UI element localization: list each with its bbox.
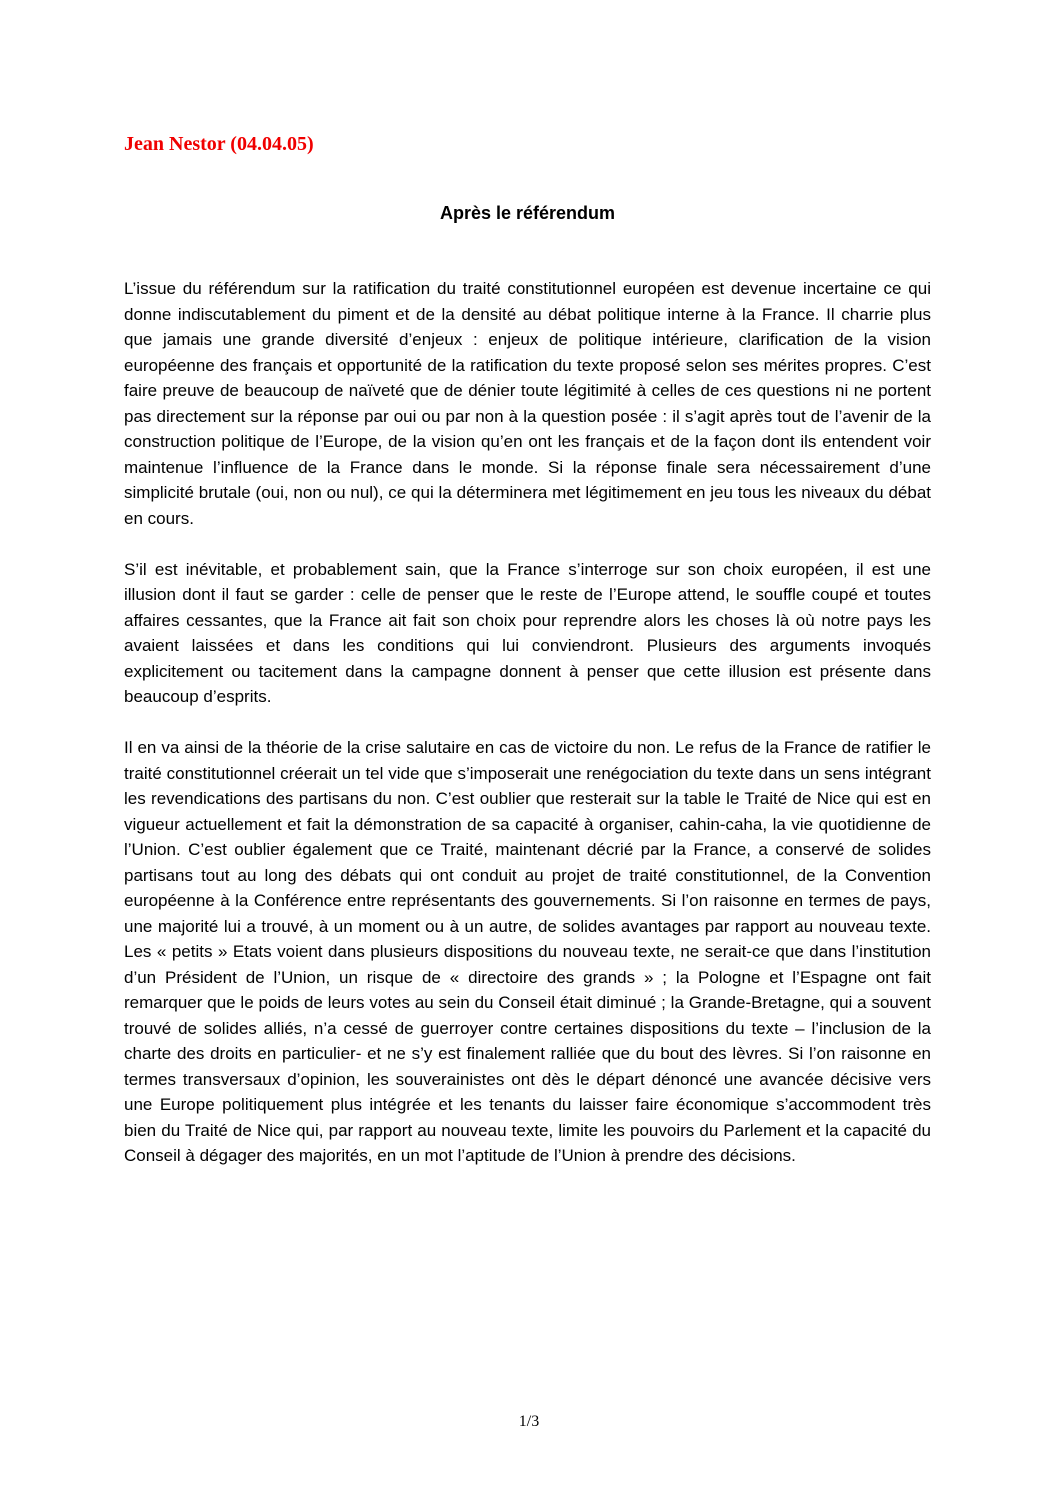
paragraph-2: S’il est inévitable, et probablement sain, que la France s’interroge sur son choix européen, il est une illusion dont il faut se garder : celle de penser que le reste de l’Europe attend, le souffle coupé et toutes affaires cessantes, que la France ait fait son choix pour reprendre alors les choses là où notre pays les avaient laissées et dans les conditions qui lui conviendront. Plusieurs des arguments invoqués explicitement ou tacitement dans la campagne donnent à penser que cette illusion est présente dans beaucoup d’esprits. (124, 559, 931, 706)
paragraph-1: L’issue du référendum sur la ratification du traité constitutionnel européen est devenue incertaine ce qui donne indiscutablement du piment et de la densité au débat politique interne à la France. Il charrie plus que jamais une grande diversité d’enjeux : enjeux de politique intérieure, clarification de la vision européenne des français et opportunité de la ratification du texte proposé selon ses mérites propres. C’est faire preuve de beaucoup de naïveté que de dénier toute légitimité à celles de ces questions ni ne portent pas directement sur la réponse par oui ou par non à la question posée : il s’agit après tout de l’avenir de la construction politique de l’Europe, de la vision qu’en ont les français et de la façon dont ils entendent voir maintenue l’influence de la France dans le monde. Si la réponse finale sera nécessairement d’une simplicité brutale (oui, non ou nul), ce qui la déterminera met légitimement en jeu tous les niveaux du débat en cours. (124, 279, 931, 528)
page-number: 1/3 (518, 1413, 540, 1430)
document-body (124, 276, 931, 1169)
author-date-line: Jean Nestor (04.04.05) (124, 133, 314, 155)
paragraph-3: Il en va ainsi de la théorie de la crise salutaire en cas de victoire du non. Le refus de la France de ratifier le traité constitutionnel créerait un tel vide que s’imposerait une renégociation du texte dans un sens intégrant les revendications des partisans du non. C’est oublier que resterait sur la table le Traité de Nice qui est en vigueur actuellement et fait la démonstration de sa capacité à organiser, cahin-caha, la vie quotidienne de l’Union. C’est oublier également que ce Traité, maintenant décrié par la France, a conservé de solides partisans tout au long des débats qui ont conduit au projet de traité constitutionnel, de la Convention européenne à la Conférence entre représentants des gouvernements. Si l’on raisonne en termes de pays, une majorité lui a trouvé, à un moment ou à un autre, de solides avantages par rapport au nouveau texte. Les « petits » Etats voient dans plusieurs dispositions du nouveau texte, ne serait-ce que dans l’institution d’un Président de l’Union, un risque de « directoire des grands » ; la Pologne et l’Espagne ont fait remarquer que le poids de leurs votes au sein du Conseil était diminué ; la Grande-Bretagne, qui a souvent trouvé de solides alliés, n’a cessé de guerroyer contre certaines dispositions du texte – l’inclusion de la charte des droits en particulier- et ne s’y est finalement ralliée que du bout des lèvres. Si l’on raisonne en termes transversaux d’opinion, les souverainistes ont dès le départ dénoncé une avancée décisive vers une Europe politiquement plus intégrée et les tenants du laisser faire économique s’accommodent très bien du Traité de Nice qui, par rapport au nouveau texte, limite les pouvoirs du Parlement et la capacité du Conseil à dégager des majorités, en un mot l’aptitude de l’Union à prendre des décisions. (124, 738, 931, 1165)
document-title: Après le référendum (439, 203, 616, 223)
